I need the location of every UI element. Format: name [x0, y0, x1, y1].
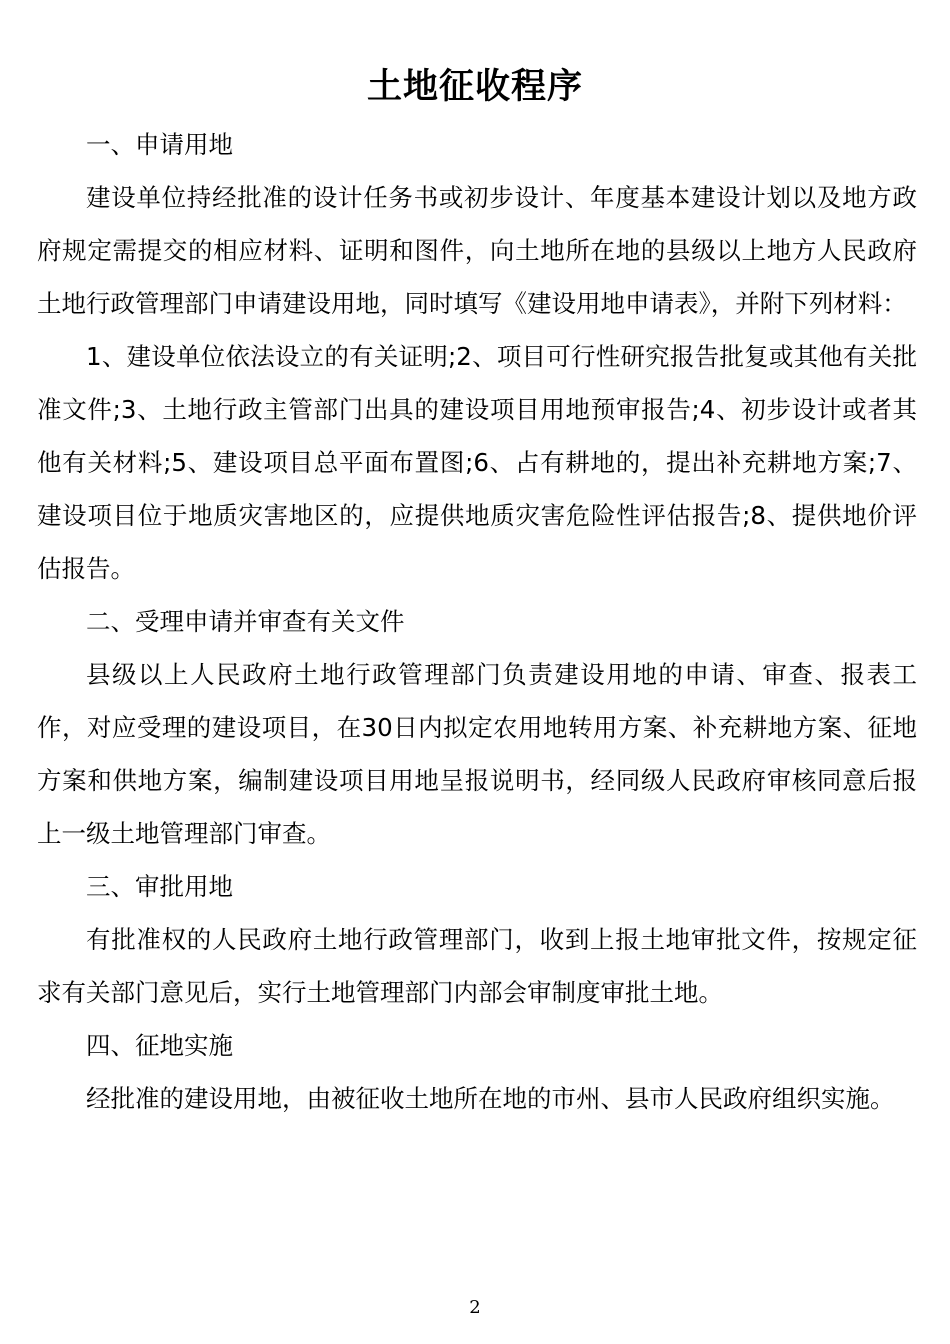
page-number: 2: [469, 1297, 481, 1318]
paragraph: 有批准权的人民政府土地行政管理部门，收到上报土地审批文件，按规定征求有关部门意见后，实行土地管理部门内部会审制度审批土地。: [37, 925, 917, 1007]
document-body: [37, 118, 917, 1125]
section-heading: 一、申请用地: [86, 130, 233, 159]
paragraph: 1、建设单位依法设立的有关证明;2、项目可行性研究报告批复或其他有关批准文件;3、土地行政主管部门出具的建设项目用地预审报告;4、初步设计或者其他有关材料;5、建设项目总平面布置图;6、占有耕地的，提出补充耕地方案;7、建设项目位于地质灾害地区的，应提供地质灾害危险性评估报告;8、提供地价评估报告。: [37, 342, 917, 583]
section-heading: 三、审批用地: [86, 872, 233, 901]
paragraph: 经批准的建设用地，由被征收土地所在地的市州、县市人民政府组织实施。: [86, 1084, 895, 1113]
page-title: 土地征收程序: [366, 67, 583, 108]
paragraph: 县级以上人民政府土地行政管理部门负责建设用地的申请、审查、报表工作，对应受理的建设项目，在30日内拟定农用地转用方案、补充耕地方案、征地方案和供地方案，编制建设项目用地呈报说明书，经同级人民政府审核同意后报上一级土地管理部门审查。: [37, 660, 917, 848]
section-heading: 二、受理申请并审查有关文件: [86, 607, 405, 636]
paragraph: 建设单位持经批准的设计任务书或初步设计、年度基本建设计划以及地方政府规定需提交的相应材料、证明和图件，向土地所在地的县级以上地方人民政府土地行政管理部门申请建设用地，同时填写《建设用地申请表》，并附下列材料：: [37, 183, 917, 318]
section-heading: 四、征地实施: [86, 1031, 233, 1060]
